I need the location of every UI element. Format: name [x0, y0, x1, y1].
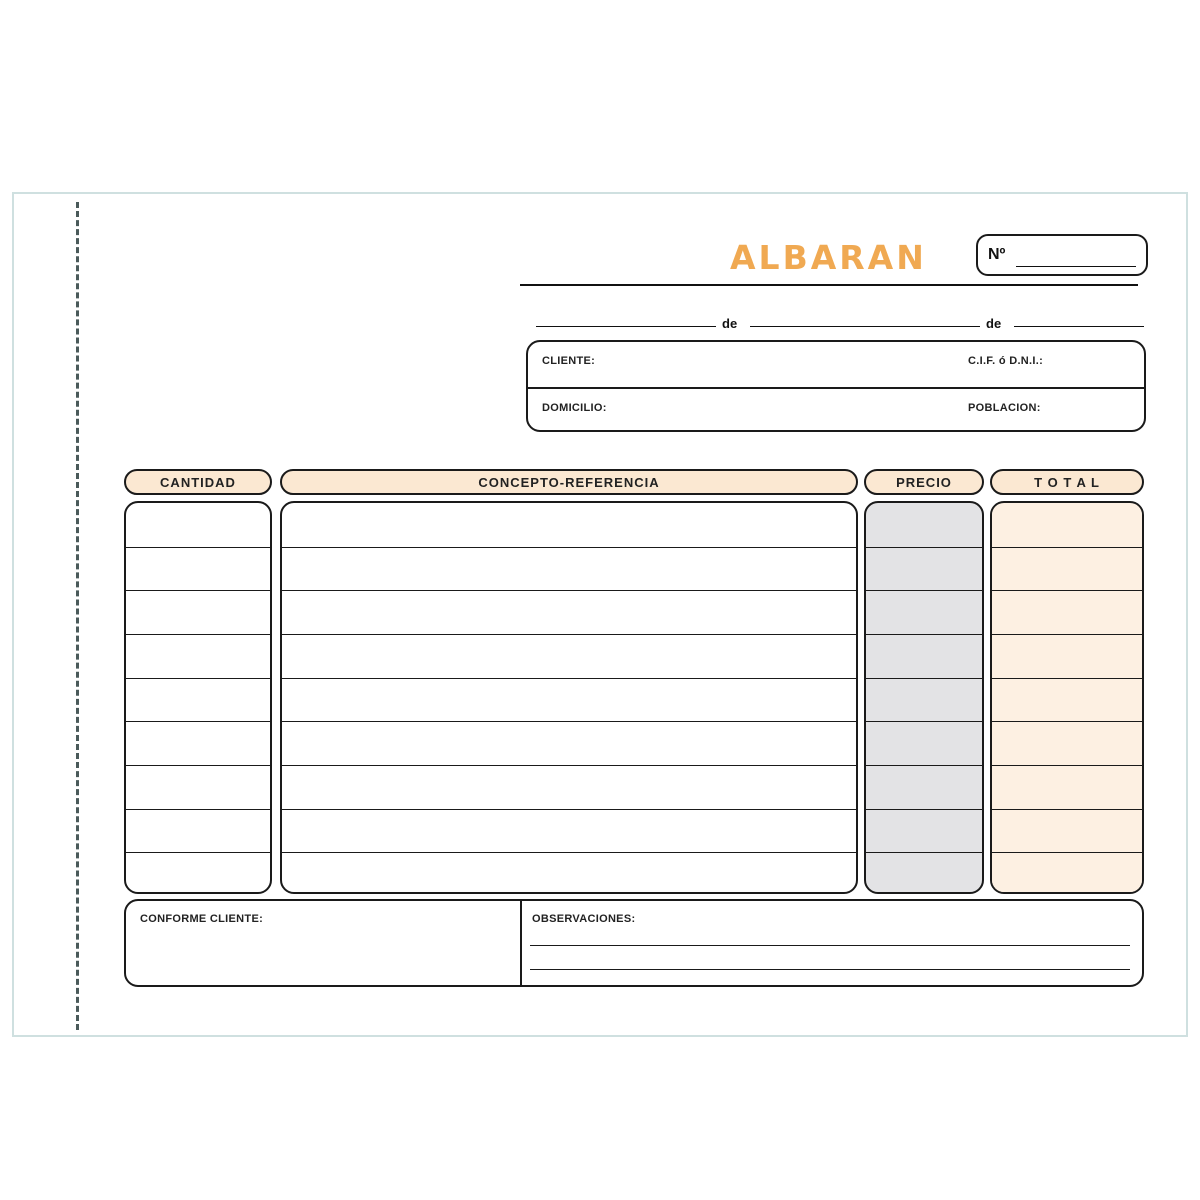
total-cell[interactable]: [992, 504, 1142, 546]
precio-cell[interactable]: [866, 591, 982, 633]
date-connector-2: de: [986, 316, 1002, 331]
table-row-divider: [126, 634, 270, 635]
client-box-divider: [528, 387, 1144, 389]
column-header-cantidad: CANTIDAD: [124, 469, 272, 495]
total-cell[interactable]: [992, 853, 1142, 894]
date-connector-1: de: [722, 316, 738, 331]
table-row-divider: [866, 634, 982, 635]
document-number-write-line: [1016, 266, 1136, 267]
total-cell[interactable]: [992, 548, 1142, 590]
table-row-divider: [866, 765, 982, 766]
table-row-divider: [992, 634, 1142, 635]
table-row-divider: [126, 765, 270, 766]
table-row-divider: [126, 721, 270, 722]
total-cell[interactable]: [992, 635, 1142, 677]
observaciones-label: OBSERVACIONES:: [532, 913, 636, 925]
table-row-divider: [992, 765, 1142, 766]
table-row-divider: [282, 590, 856, 591]
client-details-box: [526, 340, 1146, 432]
table-row-divider: [992, 809, 1142, 810]
total-cell[interactable]: [992, 679, 1142, 721]
domicilio-label: DOMICILIO:: [542, 402, 607, 414]
cif-label: C.I.F. ó D.N.I.:: [968, 355, 1044, 367]
perforation-dashed-line: [76, 202, 79, 1030]
column-header-precio: PRECIO: [864, 469, 984, 495]
albaran-form-sheet: [12, 192, 1188, 1037]
column-body-cantidad[interactable]: [124, 501, 272, 894]
precio-cell[interactable]: [866, 722, 982, 764]
table-row-divider: [866, 721, 982, 722]
table-row-divider: [282, 634, 856, 635]
total-cell[interactable]: [992, 591, 1142, 633]
column-header-concepto-referencia: CONCEPTO-REFERENCIA: [280, 469, 858, 495]
table-row-divider: [126, 590, 270, 591]
table-row-divider: [992, 547, 1142, 548]
table-row-divider: [126, 678, 270, 679]
precio-cell[interactable]: [866, 853, 982, 894]
table-row-divider: [992, 678, 1142, 679]
precio-cell[interactable]: [866, 504, 982, 546]
date-line: [526, 312, 1148, 334]
page-title: ALBARAN: [730, 238, 927, 277]
precio-cell[interactable]: [866, 766, 982, 808]
table-row-divider: [866, 590, 982, 591]
precio-cell[interactable]: [866, 679, 982, 721]
table-row-divider: [282, 678, 856, 679]
document-number-box[interactable]: [976, 234, 1148, 276]
date-month-field[interactable]: [750, 326, 980, 327]
cliente-label: CLIENTE:: [542, 355, 596, 367]
observaciones-line-2[interactable]: [530, 969, 1130, 970]
table-row-divider: [282, 852, 856, 853]
table-row-divider: [126, 547, 270, 548]
table-row-divider: [992, 852, 1142, 853]
title-underline: [520, 284, 1138, 286]
column-body-concepto-referencia[interactable]: [280, 501, 858, 894]
title-row: [520, 234, 1148, 292]
date-day-field[interactable]: [536, 326, 716, 327]
table-row-divider: [866, 678, 982, 679]
table-row-divider: [866, 547, 982, 548]
column-body-precio[interactable]: [864, 501, 984, 894]
table-row-divider: [282, 547, 856, 548]
total-cell[interactable]: [992, 766, 1142, 808]
date-year-field[interactable]: [1014, 326, 1144, 327]
observaciones-line-1[interactable]: [530, 945, 1130, 946]
total-cell[interactable]: [992, 722, 1142, 764]
table-row-divider: [866, 852, 982, 853]
header-block: [520, 234, 1148, 464]
poblacion-label: POBLACION:: [968, 402, 1041, 414]
line-items-table: [124, 469, 1144, 894]
table-row-divider: [282, 765, 856, 766]
conforme-cliente-label: CONFORME CLIENTE:: [140, 913, 264, 925]
document-number-label: Nº: [988, 246, 1006, 263]
table-row-divider: [126, 809, 270, 810]
column-header-total: T O T A L: [990, 469, 1144, 495]
table-row-divider: [992, 721, 1142, 722]
precio-cell[interactable]: [866, 810, 982, 852]
footer-box: [124, 899, 1144, 987]
table-row-divider: [282, 721, 856, 722]
table-row-divider: [126, 852, 270, 853]
table-row-divider: [992, 590, 1142, 591]
total-cell[interactable]: [992, 810, 1142, 852]
precio-cell[interactable]: [866, 548, 982, 590]
table-row-divider: [866, 809, 982, 810]
precio-cell[interactable]: [866, 635, 982, 677]
footer-divider: [520, 901, 522, 985]
table-row-divider: [282, 809, 856, 810]
column-body-total[interactable]: [990, 501, 1144, 894]
